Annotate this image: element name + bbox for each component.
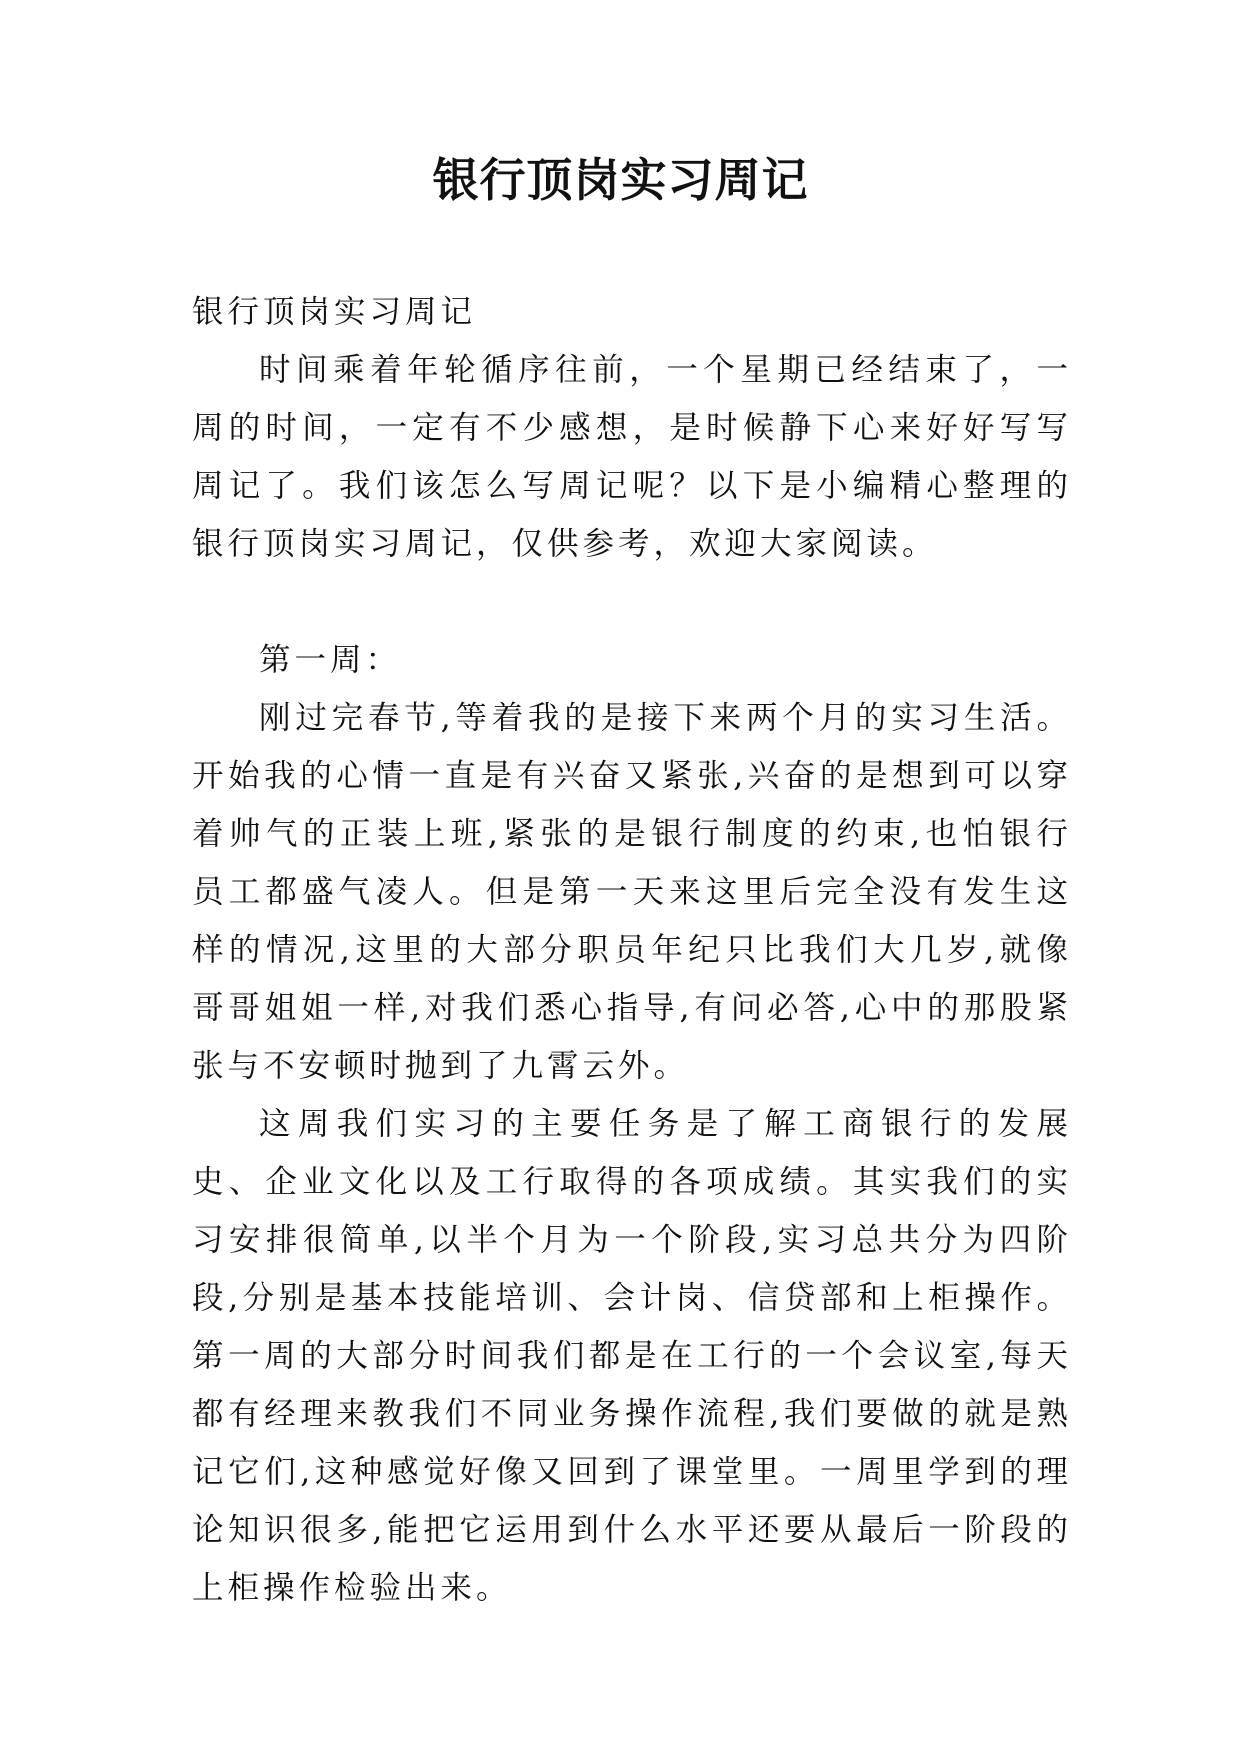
document-title: 银行顶岗实习周记: [432, 153, 809, 207]
document-subtitle: 银行顶岗实习周记: [192, 294, 477, 330]
intro-paragraph: 时间乘着年轮循序往前，一个星期已经结束了，一周的时间，一定有不少感想，是时候静下心来好好写写周记了。我们该怎么写周记呢？以下是小编精心整理的银行顶岗实习周记，仅供参考，欢迎大家阅读。: [192, 352, 1072, 562]
paragraph-spacer: [192, 573, 1072, 631]
body-paragraph: 刚过完春节,等着我的是接下来两个月的实习生活。开始我的心情一直是有兴奋又紧张,兴奋的是想到可以穿着帅气的正装上班,紧张的是银行制度的约束,也怕银行员工都盛气凌人。但是第一天来这里后完全没有发生这样的情况,这里的大部分职员年纪只比我们大几岁,就像哥哥姐姐一样,对我们悉心指导,有问必答,心中的那股紧张与不安顿时抛到了九霄云外。: [192, 700, 1072, 1084]
week-heading: 第一周：: [259, 642, 402, 678]
body-paragraph: 这周我们实习的主要任务是了解工商银行的发展史、企业文化以及工行取得的各项成绩。其实我们的实习安排很简单,以半个月为一个阶段,实习总共分为四阶段,分别是基本技能培训、会计岗、信贷部和上柜操作。第一周的大部分时间我们都是在工行的一个会议室,每天都有经理来教我们不同业务操作流程,我们要做的就是熟记它们,这种感觉好像又回到了课堂里。一周里学到的理论知识很多,能把它运用到什么水平还要从最后一阶段的上柜操作检验出来。: [192, 1106, 1072, 1606]
document-body: [192, 283, 1072, 1617]
